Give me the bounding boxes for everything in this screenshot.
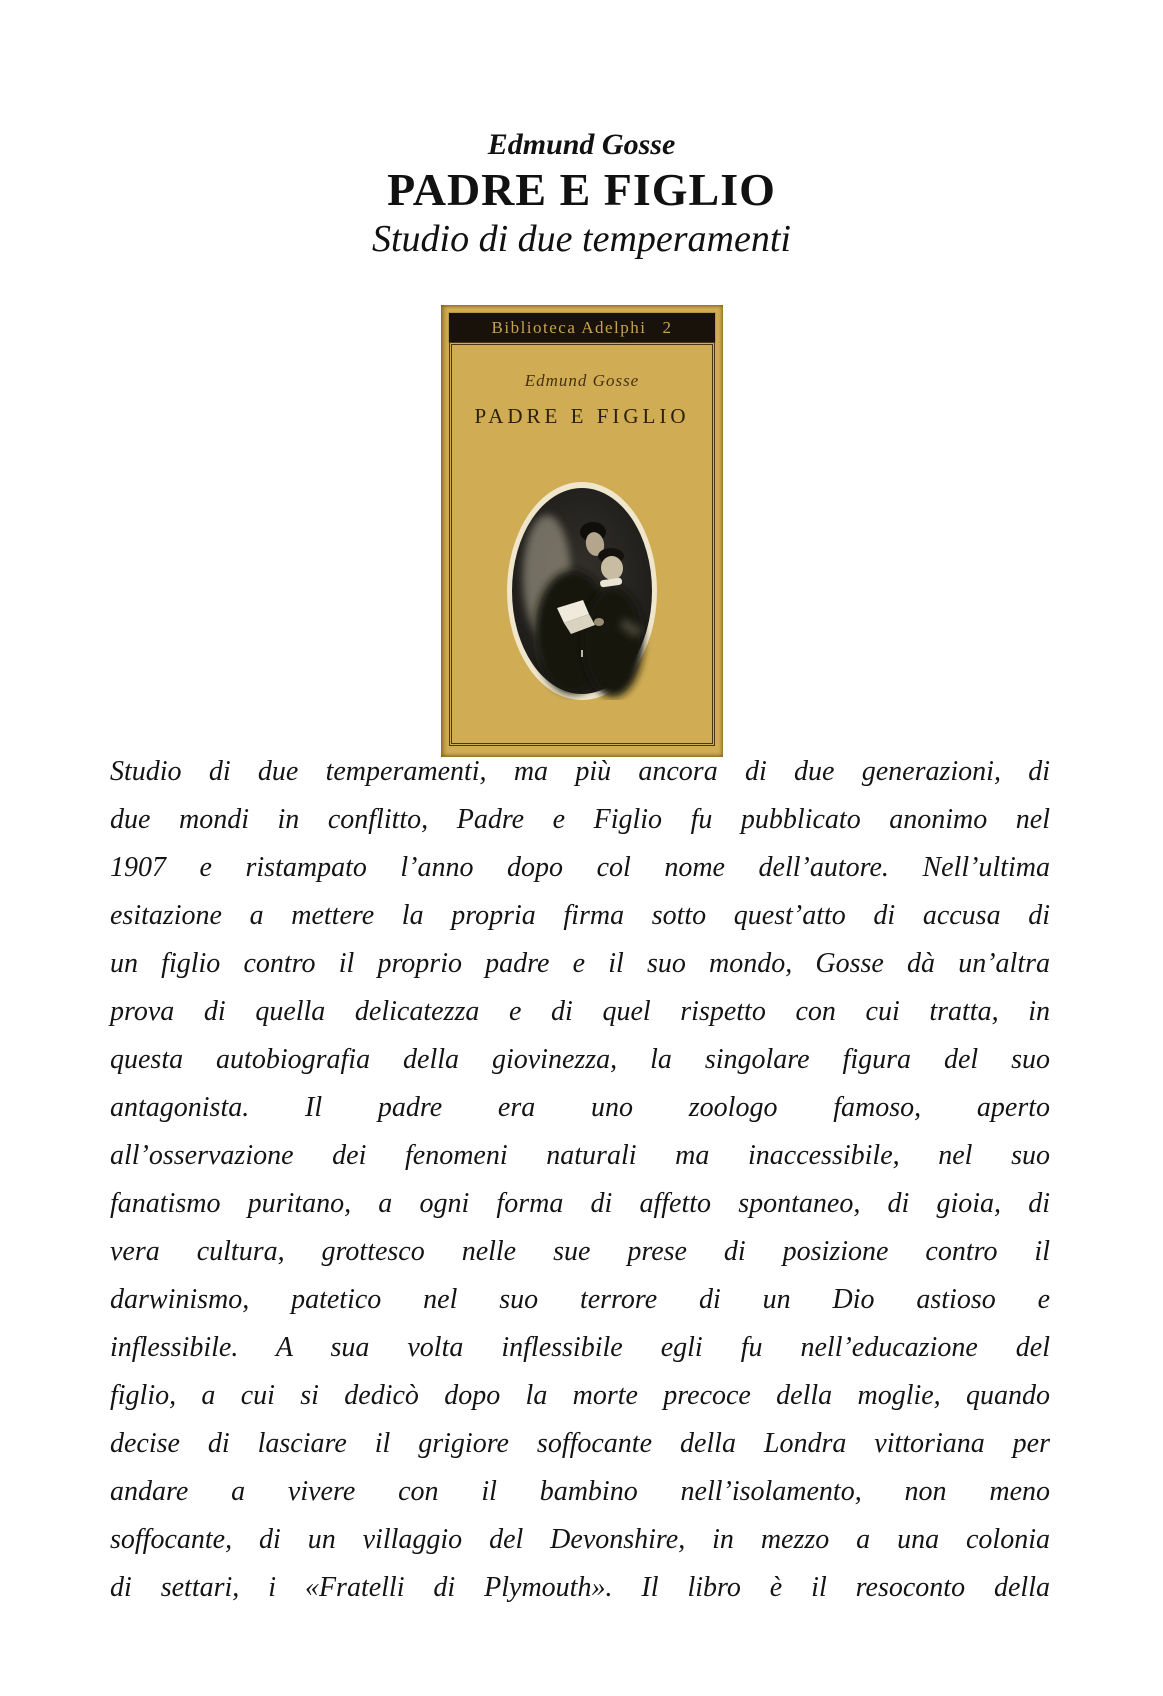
text-line: esitazione a mettere la propria firma sotto quest’atto di accusa di [110,900,1050,931]
cover-series-label: Biblioteca Adelphi [491,317,647,337]
cover-series-number: 2 [662,317,673,337]
boy-body [583,587,643,697]
text-line: un figlio contro il proprio padre e il suo mondo, Gosse dà un’altra [110,948,1050,979]
hand [594,618,604,626]
photo-speck [581,650,583,657]
text-line: prova di quella delicatezza e di quel rispetto con cui tratta, in [110,996,1050,1027]
page-author: Edmund Gosse [487,128,676,161]
text-line: darwinismo, patetico nel suo terrore di un Dio astioso e [110,1284,1050,1315]
text-line: vera cultura, grottesco nelle sue prese di posizione contro il [110,1236,1050,1267]
text-line: soffocante, di un villaggio del Devonshire, in mezzo a una colonia [110,1524,1050,1555]
text-line: di settari, i «Fratelli di Plymouth». Il libro è il resoconto della [110,1572,1050,1603]
page-title: PADRE E FIGLIO [387,164,776,215]
cover-author: Edmund Gosse [524,371,640,390]
text-line: antagonista. Il padre era uno zoologo famoso, aperto [110,1092,1050,1123]
page-header [0,128,1163,262]
text-line: questa autobiografia della giovinezza, la singolare figura del suo [110,1044,1050,1075]
text-line: inflessibile. A sua volta inflessibile egli fu nell’educazione del [110,1332,1050,1363]
cover-oval-photo [507,482,657,700]
text-line: figlio, a cui si dedicò dopo la morte precoce della moglie, quando [110,1380,1050,1411]
body-text [110,748,1050,1612]
text-line: andare a vivere con il bambino nell’isolamento, non meno [110,1476,1050,1507]
text-line: fanatismo puritano, a ogni forma di affetto spontaneo, di gioia, di [110,1188,1050,1219]
text-line: all’osservazione dei fenomeni naturali ma inaccessibile, nel suo [110,1140,1050,1171]
text-line: 1907 e ristampato l’anno dopo col nome dell’autore. Nell’ultima [110,852,1050,883]
page-subtitle: Studio di due temperamenti [372,218,791,260]
text-line: decise di lasciare il grigiore soffocante della Londra vittoriana per [110,1428,1050,1459]
book-cover [441,305,723,757]
cover-series-band [448,312,716,343]
text-line: due mondi in conflitto, Padre e Figlio fu pubblicato anonimo nel [110,804,1050,835]
text-line: Studio di due temperamenti, ma più ancora di due generazioni, di [110,756,1050,787]
cover-title: PADRE E FIGLIO [474,404,690,428]
